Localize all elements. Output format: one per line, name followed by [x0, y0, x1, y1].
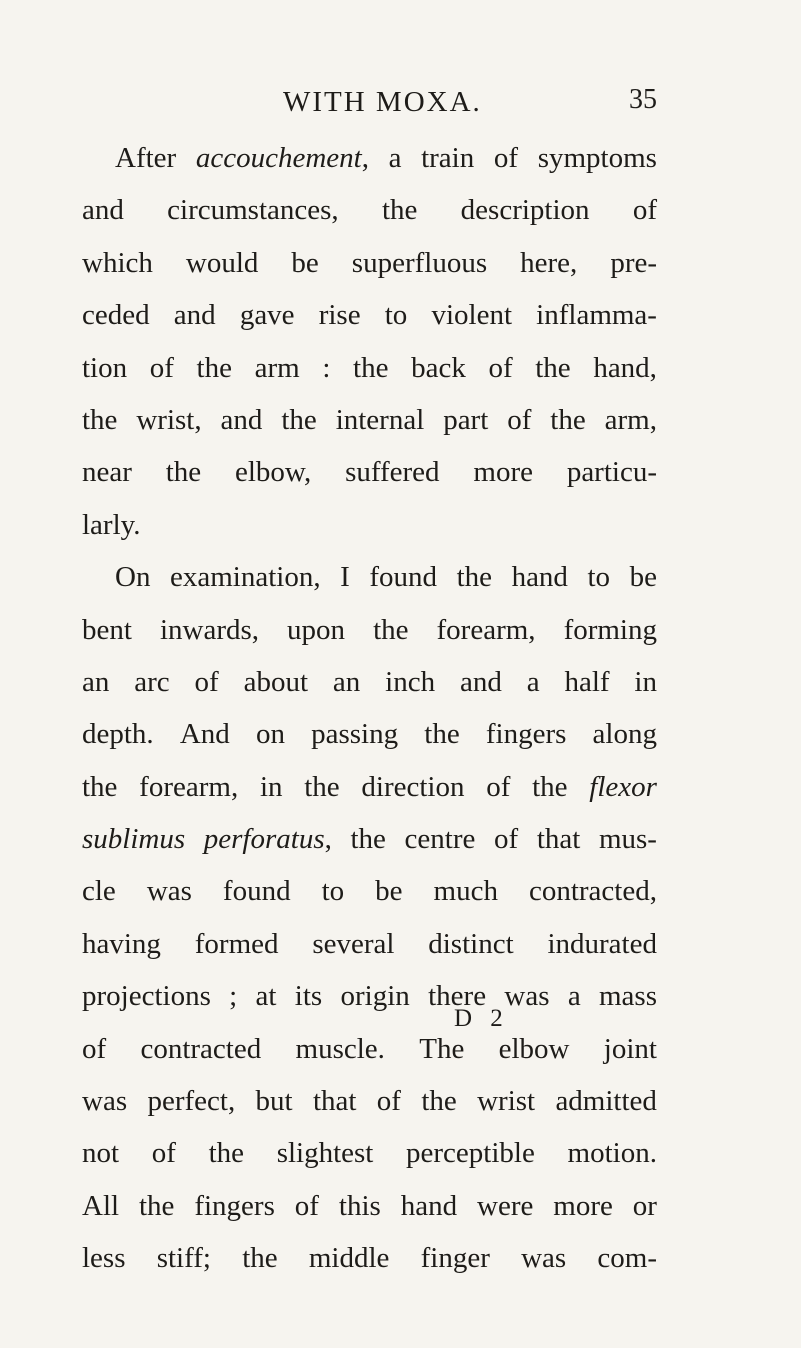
word: bent [82, 613, 132, 646]
word: more [473, 456, 533, 489]
text-line [82, 1232, 657, 1284]
text-line [82, 865, 657, 917]
word: several [312, 927, 395, 960]
text-line [82, 708, 657, 760]
word: contracted [140, 1032, 262, 1065]
word: mus- [598, 823, 657, 856]
word: wrist, [136, 403, 202, 436]
word: half [564, 665, 610, 698]
word: or [632, 1189, 657, 1222]
word: of [376, 1085, 401, 1118]
word: stiff; [156, 1242, 211, 1275]
word: origin [340, 980, 410, 1013]
line-segment: larly. [82, 508, 141, 541]
word: train [421, 142, 475, 174]
word: was [504, 980, 550, 1013]
word: internal [335, 403, 425, 436]
word: particu- [566, 456, 657, 489]
text-line [82, 289, 657, 341]
word: of [494, 823, 519, 856]
word: All [82, 1189, 120, 1222]
word: that [536, 823, 581, 856]
word: of [151, 1137, 176, 1170]
word: which [82, 246, 153, 279]
word: this [338, 1189, 381, 1222]
word: finger [420, 1242, 490, 1275]
signature-mark: D 2 [454, 1005, 509, 1032]
word: tion [82, 351, 128, 384]
word: the [532, 770, 568, 803]
word: slightest [276, 1137, 374, 1170]
text-line [82, 1023, 657, 1075]
word: the [373, 613, 409, 646]
word: hand [511, 561, 568, 594]
word: The [419, 1032, 465, 1065]
word: fingers [485, 718, 567, 751]
word: After [115, 142, 177, 174]
word: direction [361, 770, 465, 803]
word: the [350, 823, 386, 856]
word: And [179, 718, 230, 751]
word: contracted, [528, 875, 657, 908]
word: a [388, 142, 402, 174]
word: of [294, 1189, 319, 1222]
word: elbow, [235, 456, 312, 489]
word: perfect, [147, 1085, 236, 1118]
word: I [340, 561, 350, 594]
word: the [456, 561, 493, 594]
word: and [82, 194, 124, 227]
word: the [424, 718, 460, 751]
word: not [82, 1137, 120, 1170]
word: about [243, 665, 309, 698]
word: the [304, 770, 340, 803]
word: the [82, 770, 118, 803]
word: joint [603, 1032, 657, 1065]
running-title: WITH MOXA. [283, 86, 482, 118]
text-line [82, 656, 657, 708]
word: fingers [194, 1189, 275, 1222]
word: of [194, 665, 219, 698]
word: and [220, 403, 263, 436]
word: more [553, 1189, 613, 1222]
word: near [82, 456, 132, 489]
word: along [592, 718, 657, 751]
word: the [82, 403, 118, 436]
word: an [332, 665, 361, 698]
word: there [428, 980, 487, 1013]
text-line [82, 551, 657, 603]
word: in [259, 770, 283, 803]
word: the [208, 1137, 245, 1170]
page-number: 35 [629, 84, 657, 115]
word: of [507, 403, 532, 436]
word: inch [385, 665, 436, 698]
word: the [535, 351, 571, 384]
word: : [322, 351, 331, 384]
word: forearm, [139, 770, 239, 803]
word: wrist [477, 1085, 536, 1118]
text-line [82, 761, 657, 813]
word: found [222, 875, 291, 908]
word: symptoms [537, 142, 657, 174]
word: indurated [547, 927, 657, 960]
text-line [82, 499, 657, 551]
word: upon [287, 613, 346, 646]
word: its [294, 980, 323, 1013]
word: would [185, 246, 259, 279]
word: part [443, 403, 489, 436]
body-text [82, 132, 657, 1285]
word: passing [311, 718, 399, 751]
word: the [196, 351, 232, 384]
word: the [353, 351, 389, 384]
word: the [165, 456, 202, 489]
word: the [138, 1189, 175, 1222]
text-line [82, 1180, 657, 1232]
word: much [433, 875, 498, 908]
word: forearm, [436, 613, 536, 646]
word: to [587, 561, 611, 594]
word: but [255, 1085, 293, 1118]
word: projections [82, 980, 211, 1013]
word: arm, [604, 403, 657, 436]
word: sublimus [82, 823, 186, 856]
word: muscle. [295, 1032, 385, 1065]
text-line [82, 446, 657, 498]
text-line [82, 237, 657, 289]
word: arc [134, 665, 170, 698]
word: formed [194, 927, 279, 960]
text-line [82, 184, 657, 236]
word: description [460, 194, 590, 227]
word: ceded [82, 299, 150, 332]
word: ; [229, 980, 238, 1013]
word: mass [599, 980, 657, 1013]
word: and [459, 665, 502, 698]
word: be [375, 875, 403, 908]
word: the [421, 1085, 457, 1118]
word: inwards, [159, 613, 260, 646]
word: in [634, 665, 657, 698]
text-line [82, 394, 657, 446]
word: hand, [593, 351, 657, 384]
word: to [321, 875, 345, 908]
text-line [82, 604, 657, 656]
word: gave [239, 299, 295, 332]
word: at [255, 980, 277, 1013]
word: a [526, 665, 540, 698]
word: was [146, 875, 192, 908]
text-line [82, 918, 657, 970]
word: here, [520, 246, 578, 279]
word: found [369, 561, 438, 594]
word: pre- [610, 246, 657, 279]
word: be [291, 246, 319, 279]
word: motion. [567, 1137, 657, 1170]
word: examination, [170, 561, 321, 594]
word: circumstances, [167, 194, 339, 227]
word: com- [597, 1242, 657, 1275]
word: admitted [555, 1085, 657, 1118]
word: distinct [428, 927, 514, 960]
word: having [82, 927, 161, 960]
running-head [0, 80, 801, 120]
word: be [629, 561, 657, 594]
word: less [82, 1242, 126, 1275]
text-line [82, 342, 657, 394]
word: the [550, 403, 586, 436]
word: forming [563, 613, 657, 646]
text-line [82, 970, 657, 1022]
word: back [411, 351, 466, 384]
word: of [488, 351, 513, 384]
word: to [384, 299, 408, 332]
word: were [477, 1189, 534, 1222]
word: that [312, 1085, 357, 1118]
word: on [255, 718, 285, 751]
word: a [567, 980, 581, 1013]
word: centre [404, 823, 476, 856]
word: the [242, 1242, 278, 1275]
text-line [82, 132, 657, 184]
word: an [82, 665, 110, 698]
word: superfluous [351, 246, 488, 279]
word: violent [431, 299, 513, 332]
word: arm [254, 351, 300, 384]
word: the [381, 194, 418, 227]
word: middle [308, 1242, 390, 1275]
word: of [632, 194, 657, 227]
text-line [82, 813, 657, 865]
word: was [82, 1085, 128, 1118]
word: of [82, 1032, 107, 1065]
word: inflamma- [536, 299, 657, 332]
word: and [173, 299, 216, 332]
word: of [493, 142, 519, 174]
word: On [115, 561, 151, 594]
word: perforatus, [203, 823, 332, 856]
word: depth. [82, 718, 154, 751]
text-line [82, 1127, 657, 1179]
word: suffered [345, 456, 440, 489]
word: hand [400, 1189, 458, 1222]
word: rise [318, 299, 361, 332]
word: perceptible [406, 1137, 535, 1170]
text-line [82, 1075, 657, 1127]
word: of [486, 770, 511, 803]
word: cle [82, 875, 116, 908]
word: of [149, 351, 174, 384]
word: accouchement, [195, 142, 369, 174]
word: elbow [498, 1032, 570, 1065]
word: flexor [589, 770, 657, 803]
word: was [521, 1242, 567, 1275]
word: the [281, 403, 317, 436]
